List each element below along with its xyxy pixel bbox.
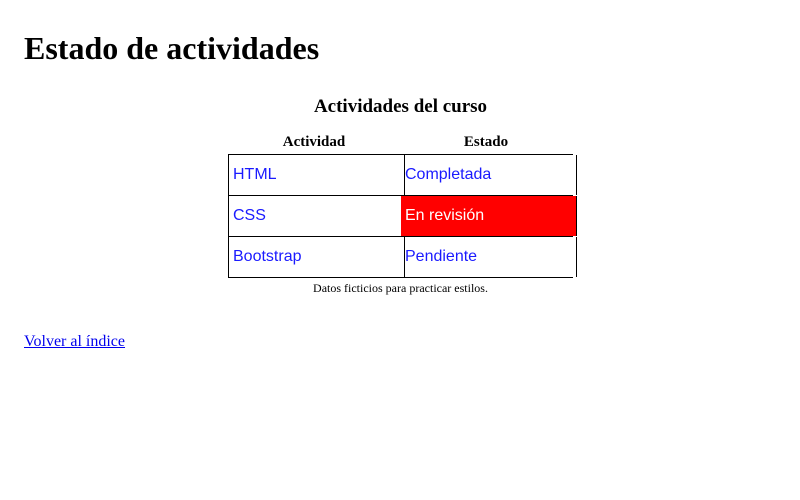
- cell-estado-html: Completada: [401, 155, 577, 195]
- cell-estado-css: En revisión: [401, 196, 577, 236]
- cell-actividad-html: HTML: [229, 155, 405, 195]
- table-footnote: Datos ficticios para practicar estilos.: [313, 281, 488, 295]
- table-row: [229, 196, 573, 237]
- table-row: [229, 237, 573, 278]
- table-header-row: [228, 130, 573, 154]
- header-estado: Estado: [463, 134, 509, 150]
- header-actividad: Actividad: [282, 134, 346, 150]
- cell-estado-bootstrap: Pendiente: [401, 237, 577, 277]
- back-to-index-link[interactable]: Volver al índice: [24, 333, 126, 350]
- cell-actividad-bootstrap: Bootstrap: [229, 237, 405, 277]
- activities-table: [228, 94, 573, 297]
- cell-actividad-css: CSS: [229, 196, 405, 236]
- table-body: [228, 154, 573, 278]
- table-caption: Actividades del curso: [313, 96, 488, 117]
- page-title: Estado de actividades: [24, 30, 320, 66]
- table-row: [229, 155, 573, 196]
